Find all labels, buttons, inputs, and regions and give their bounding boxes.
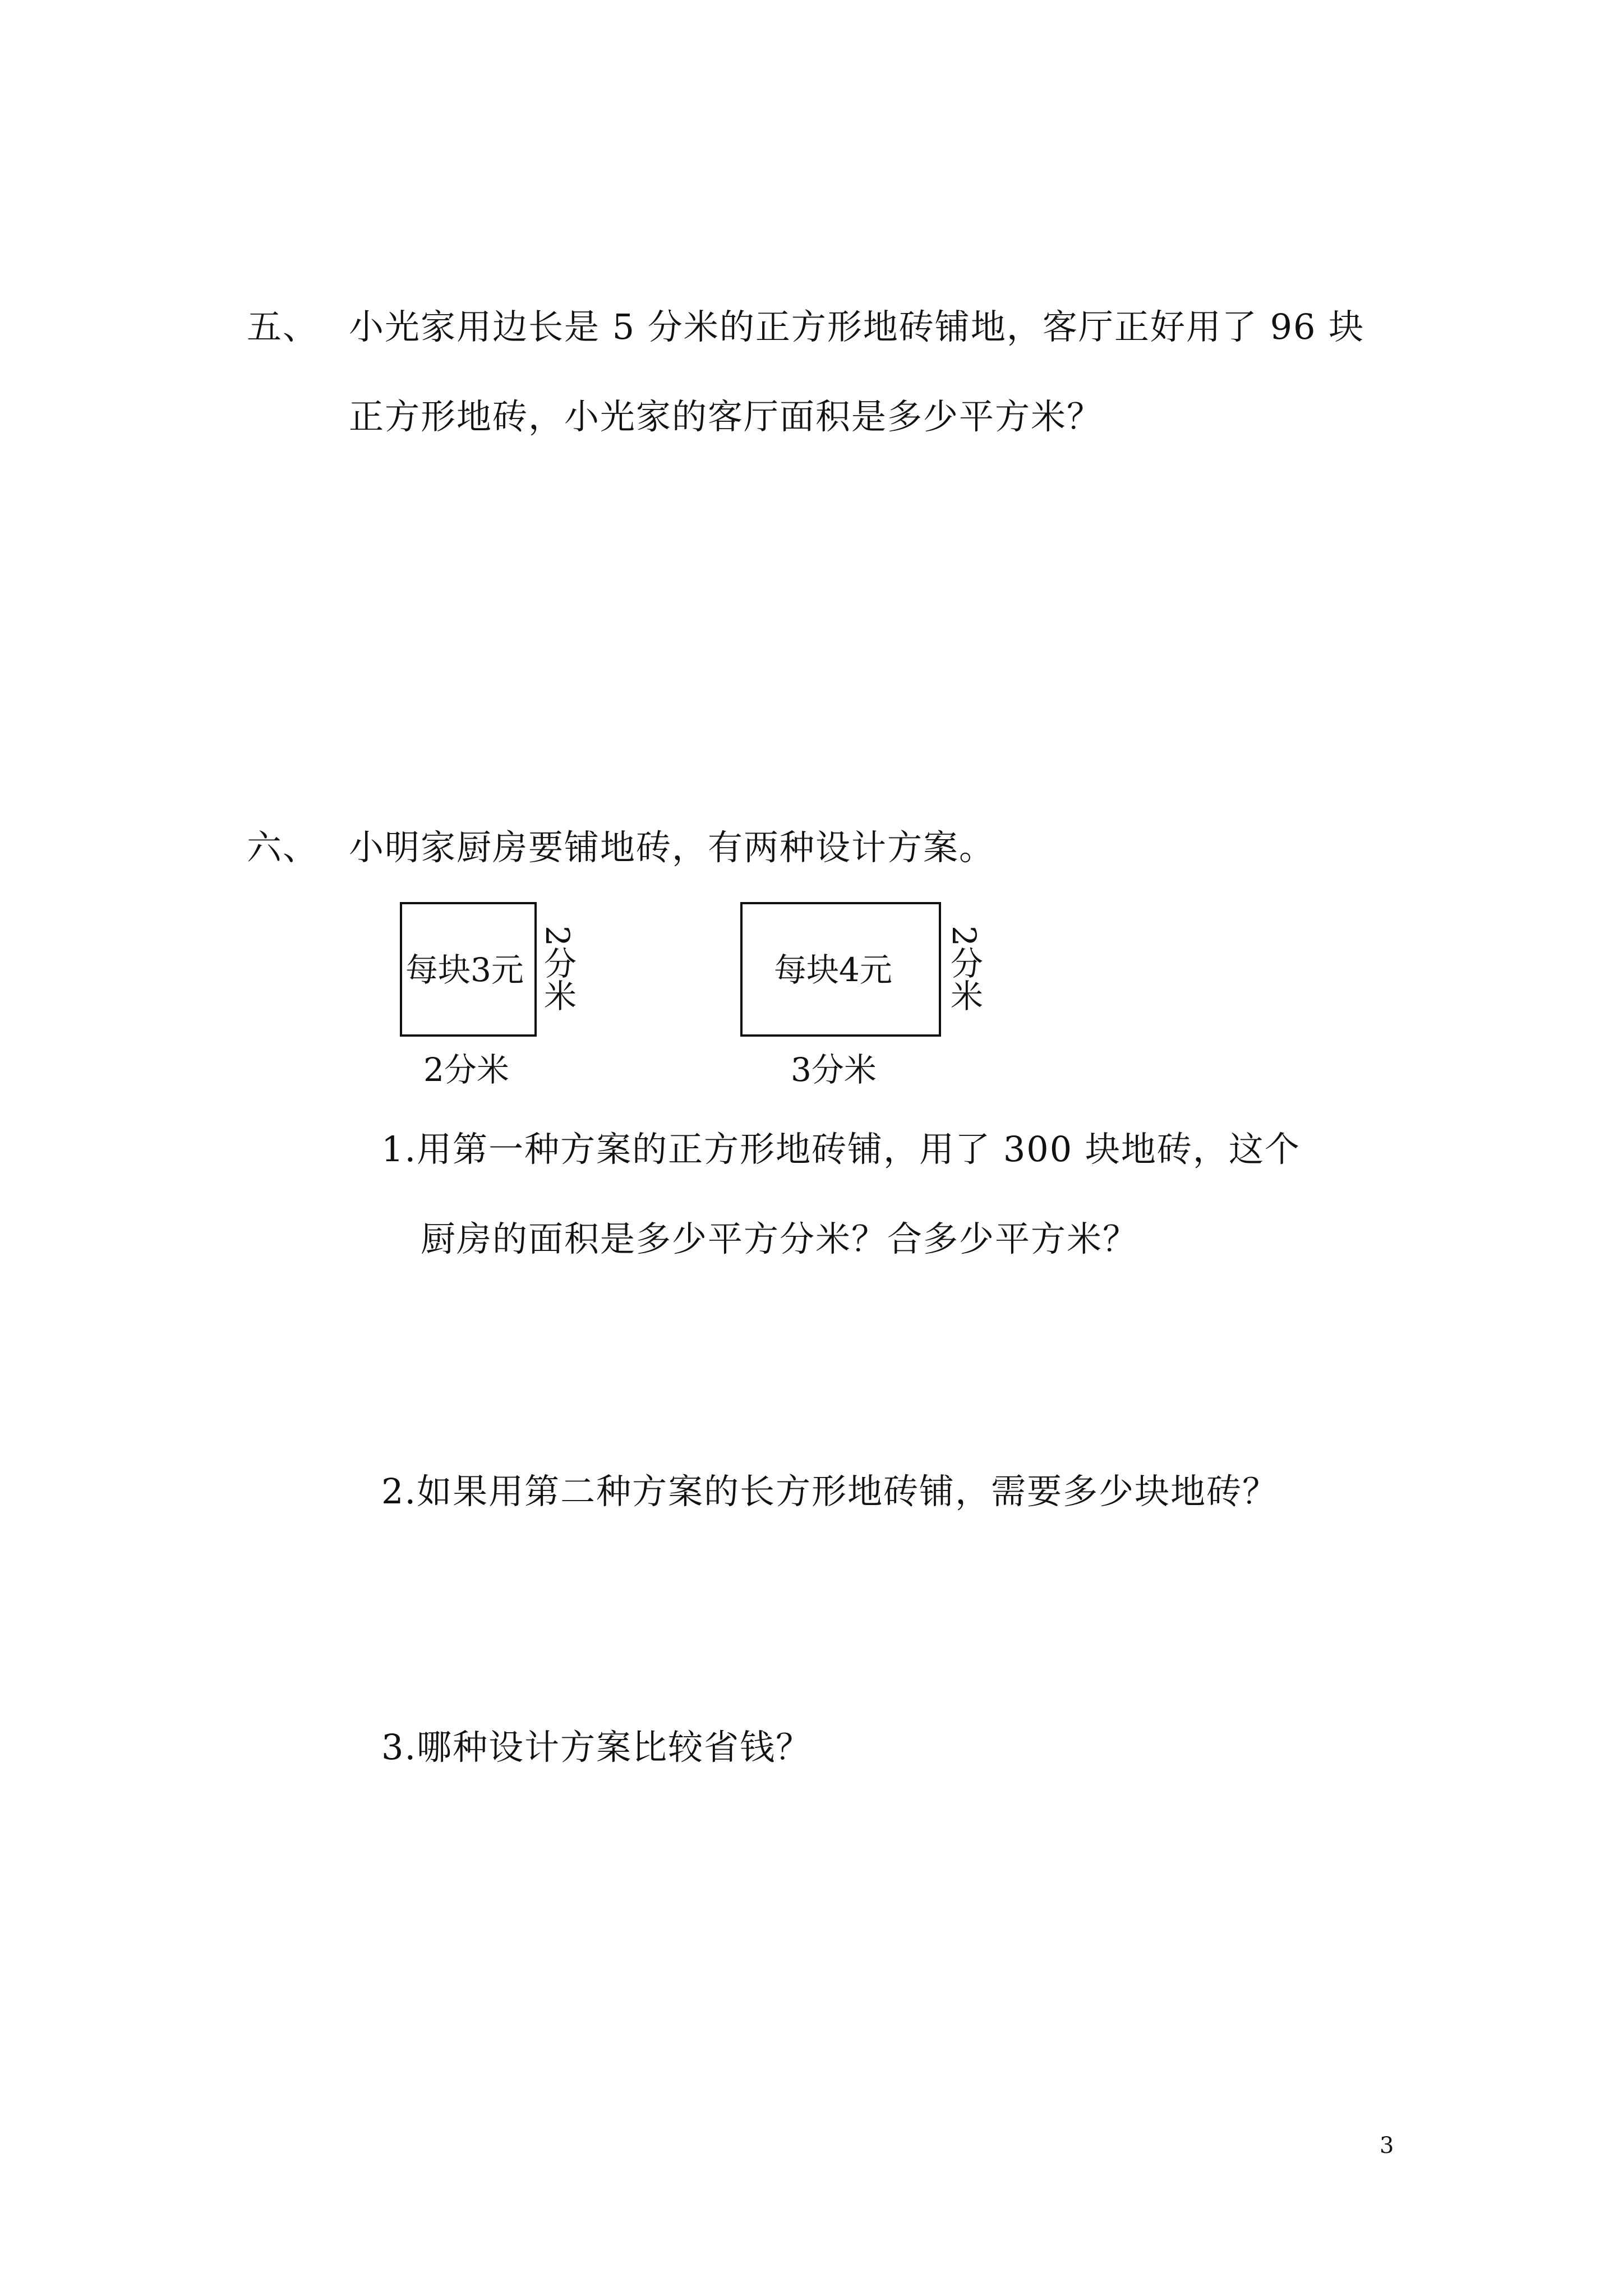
page-number: 3 xyxy=(1380,2133,1394,2159)
tile2-bottom-label: 3分米 xyxy=(791,1051,877,1089)
q5-line2: 正方形地砖，小光家的客厅面积是多少平方米？ xyxy=(349,396,1103,437)
q6-sub1-line1: 1.用第一种方案的正方形地砖铺，用了 300 块地砖，这个 xyxy=(381,1129,1301,1170)
q6-number: 六、 xyxy=(247,827,319,868)
q6-sub1-line2: 厨房的面积是多少平方分米？合多少平方米？ xyxy=(421,1218,1139,1259)
q5-line1: 小光家用边长是 5 分米的正方形地砖铺地，客厅正好用了 96 块 xyxy=(349,306,1365,347)
q6-intro: 小明家厨房要铺地砖，有两种设计方案。 xyxy=(349,827,995,868)
tile2-side-label: 2分米 xyxy=(945,926,983,1011)
q5-number: 五、 xyxy=(247,306,319,347)
q6-sub3: 3.哪种设计方案比较省钱？ xyxy=(381,1727,812,1768)
tile1-bottom-label: 2分米 xyxy=(423,1051,509,1089)
q6-sub2: 2.如果用第二种方案的长方形地砖铺，需要多少块地砖？ xyxy=(381,1471,1279,1512)
tile1-side-label: 2分米 xyxy=(538,926,577,1011)
tile1-price-label: 每块3元 xyxy=(405,951,524,989)
tile2-price-label: 每块4元 xyxy=(774,951,892,989)
